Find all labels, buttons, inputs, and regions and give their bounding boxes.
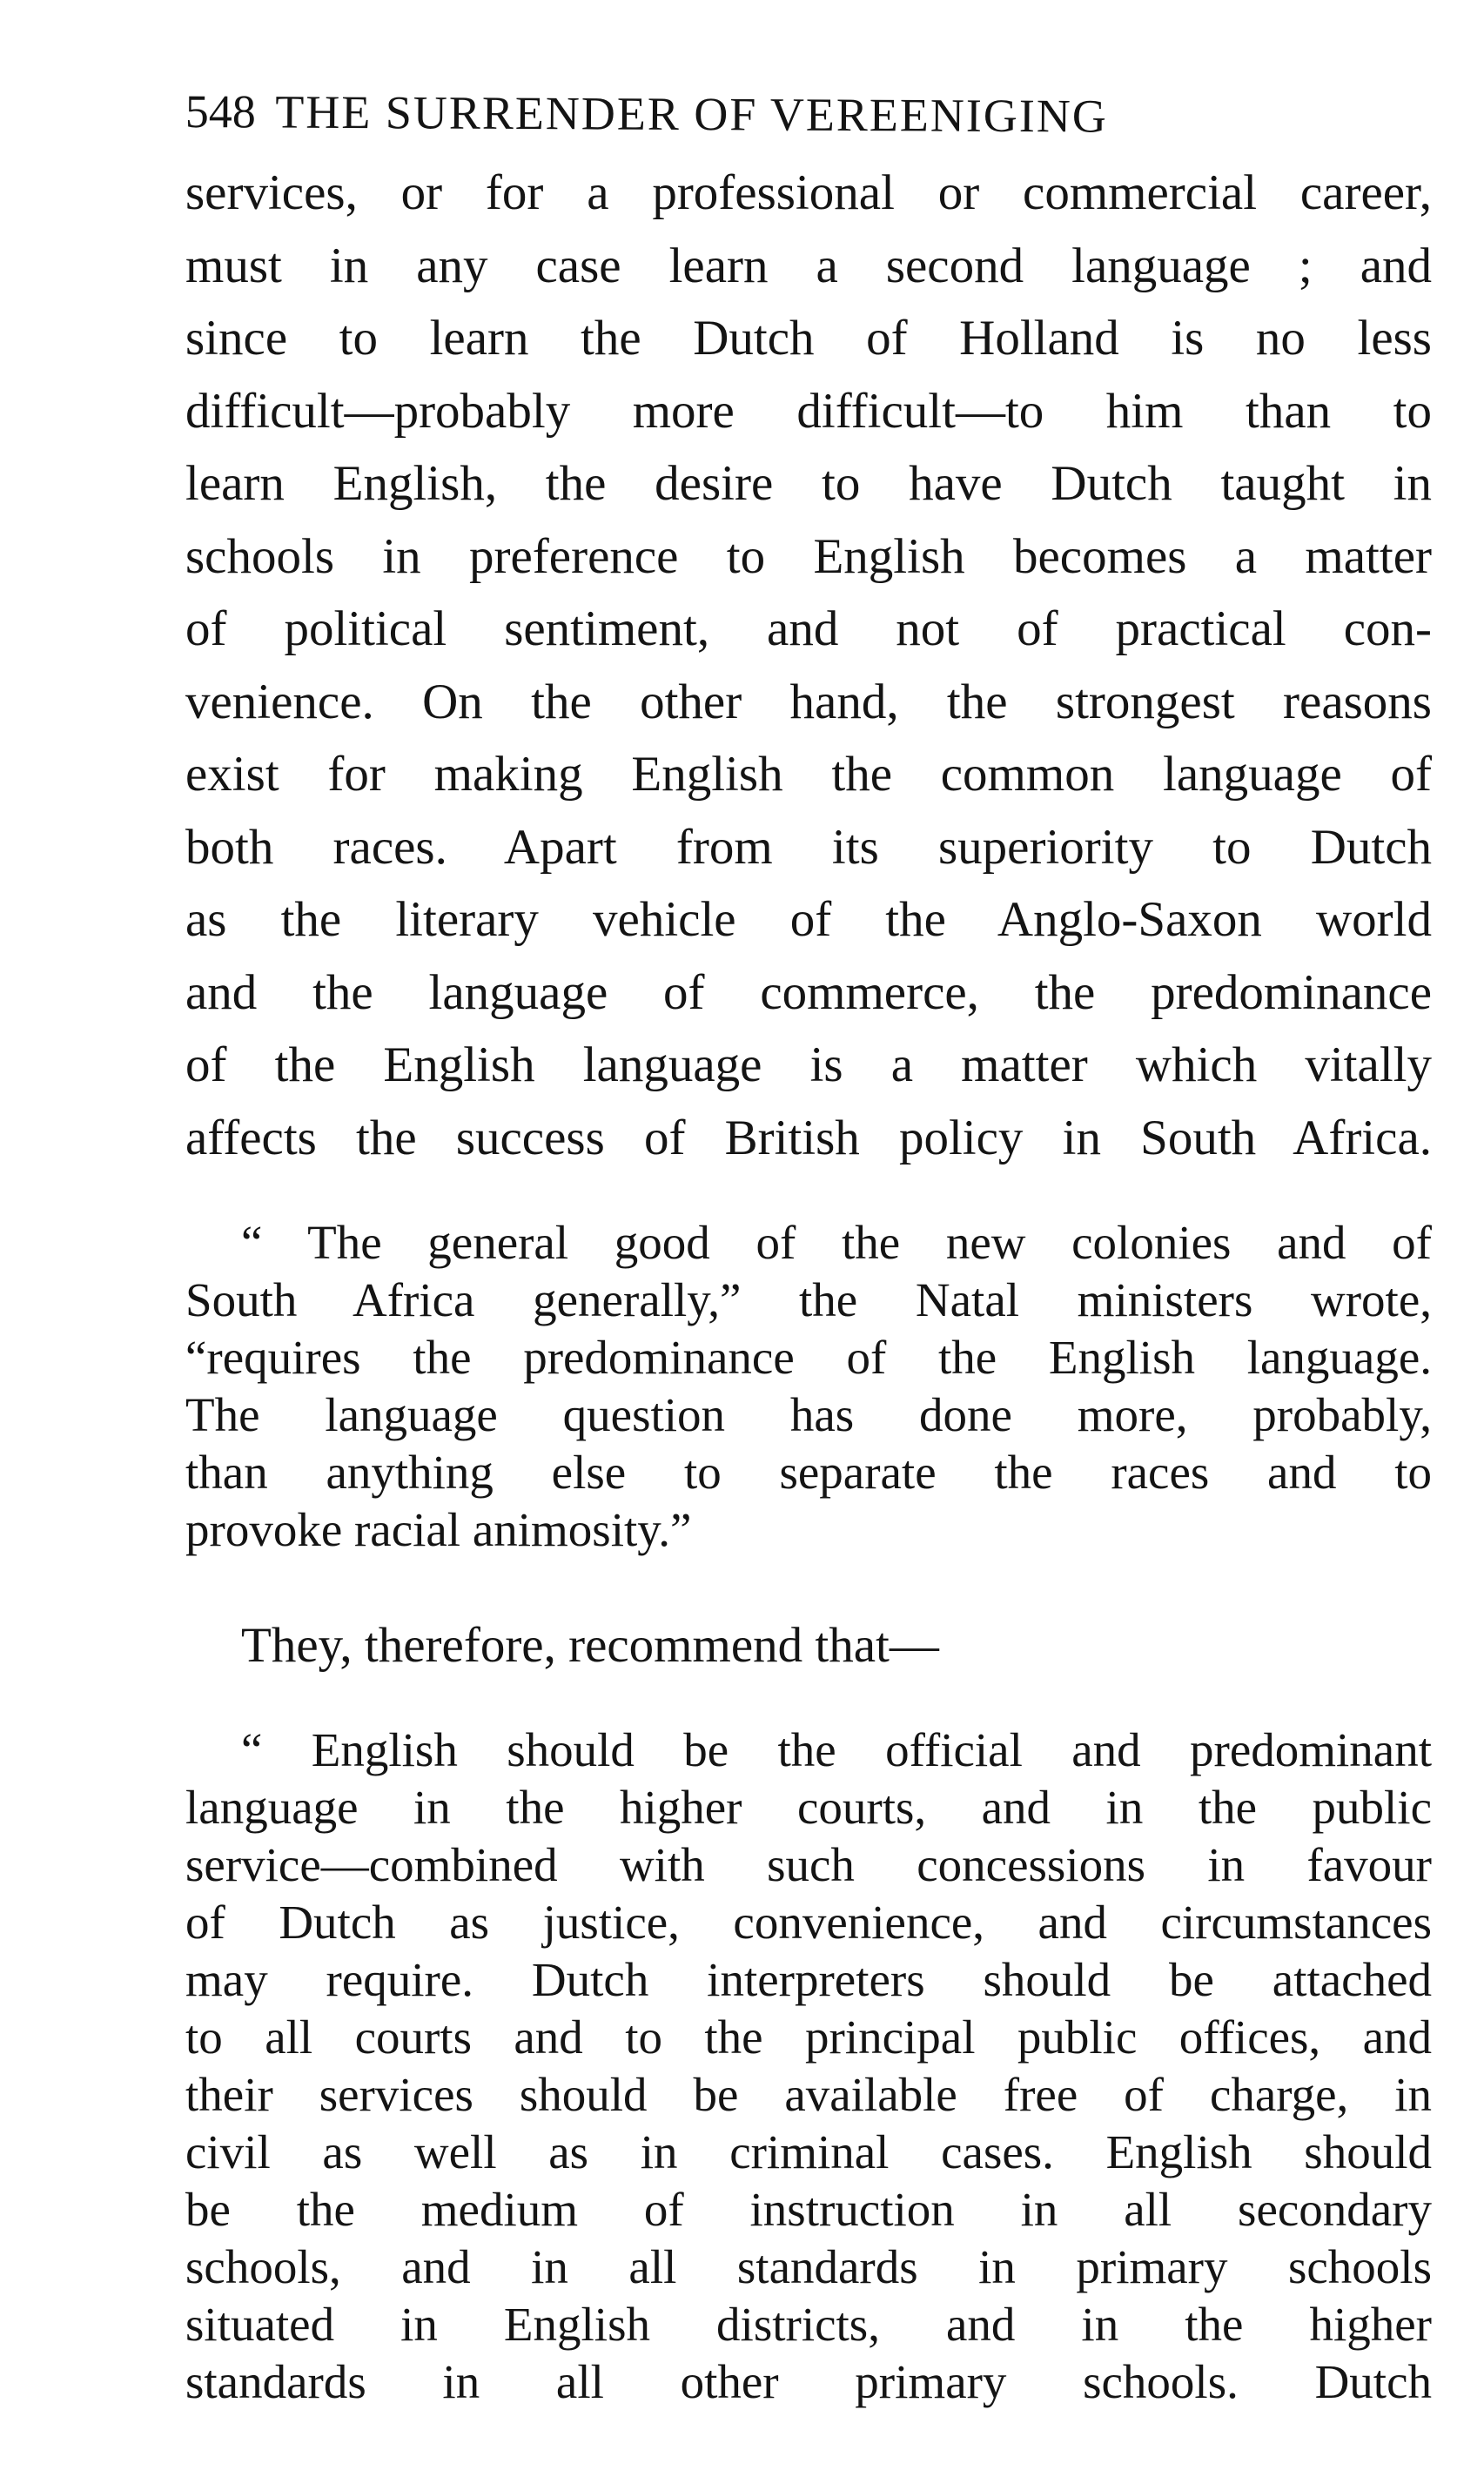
quote-line: South Africa generally,” the Natal ministers wrote, bbox=[185, 1273, 1432, 1326]
quote-line: schools, and in all standards in primary schools bbox=[185, 2240, 1432, 2293]
text-line: services, or for a professional or commercial career, bbox=[185, 165, 1432, 220]
quote-line: service—combined with such concessions in favour bbox=[185, 1838, 1432, 1891]
quote-line: civil as well as in criminal cases. English should bbox=[185, 2125, 1432, 2178]
quote-line: “requires the predominance of the English language. bbox=[185, 1331, 1432, 1384]
text-line: exist for making English the common language of bbox=[185, 747, 1432, 802]
quote-line: their services should be available free of charge, in bbox=[185, 2068, 1432, 2121]
running-head bbox=[185, 77, 1432, 163]
quote-line: be the medium of instruction in all secondary bbox=[185, 2183, 1432, 2236]
body-paragraph bbox=[185, 157, 1432, 1174]
text-line: since to learn the Dutch of Holland is no less bbox=[185, 311, 1432, 366]
quote-line: than anything else to separate the races and to bbox=[185, 1446, 1432, 1499]
text-line: of political sentiment, and not of practical con- bbox=[185, 601, 1432, 656]
text-line: difficult—probably more difficult—to him than to bbox=[185, 383, 1432, 439]
text-line: both races. Apart from its superiority to Dutch bbox=[185, 819, 1432, 875]
lead-in-sentence: They, therefore, recommend that— bbox=[241, 1618, 939, 1673]
text-line: affects the success of British policy in South Africa. bbox=[185, 1110, 1432, 1165]
block-quote-natal-ministers bbox=[185, 1214, 1432, 1559]
quote-line: may require. Dutch interpreters should be attached bbox=[185, 1953, 1432, 2006]
text-line: schools in preference to English becomes a matter bbox=[185, 528, 1432, 584]
text-line: venience. On the other hand, the strongest reasons bbox=[185, 674, 1432, 729]
quote-line: “ English should be the official and predominant bbox=[241, 1723, 1432, 1776]
book-page bbox=[185, 77, 1432, 2411]
text-line: as the literary vehicle of the Anglo-Saxon world bbox=[185, 892, 1432, 947]
page-number: 548 bbox=[185, 84, 256, 138]
text-line: must in any case learn a second language ; and bbox=[185, 238, 1432, 293]
quote-line: situated in English districts, and in the higher bbox=[185, 2298, 1432, 2351]
text-line: learn English, the desire to have Dutch taught in bbox=[185, 456, 1432, 511]
quote-line: “ The general good of the new colonies and of bbox=[241, 1216, 1432, 1269]
quote-line: of Dutch as justice, convenience, and circumstances bbox=[185, 1896, 1432, 1949]
block-quote-recommendation bbox=[185, 1722, 1432, 2411]
quote-line: language in the higher courts, and in the public bbox=[185, 1781, 1432, 1834]
running-title: THE SURRENDER OF VEREENIGING bbox=[275, 85, 1108, 143]
text-line: and the language of commerce, the predominance bbox=[185, 964, 1432, 1020]
text-line: of the English language is a matter which vitally bbox=[185, 1037, 1432, 1092]
quote-line: standards in all other primary schools. Dutch bbox=[185, 2355, 1432, 2408]
quote-line: to all courts and to the principal public offices, and bbox=[185, 2010, 1432, 2064]
quote-line: The language question has done more, probably, bbox=[185, 1388, 1432, 1441]
quote-line: provoke racial animosity.” bbox=[185, 1503, 692, 1556]
